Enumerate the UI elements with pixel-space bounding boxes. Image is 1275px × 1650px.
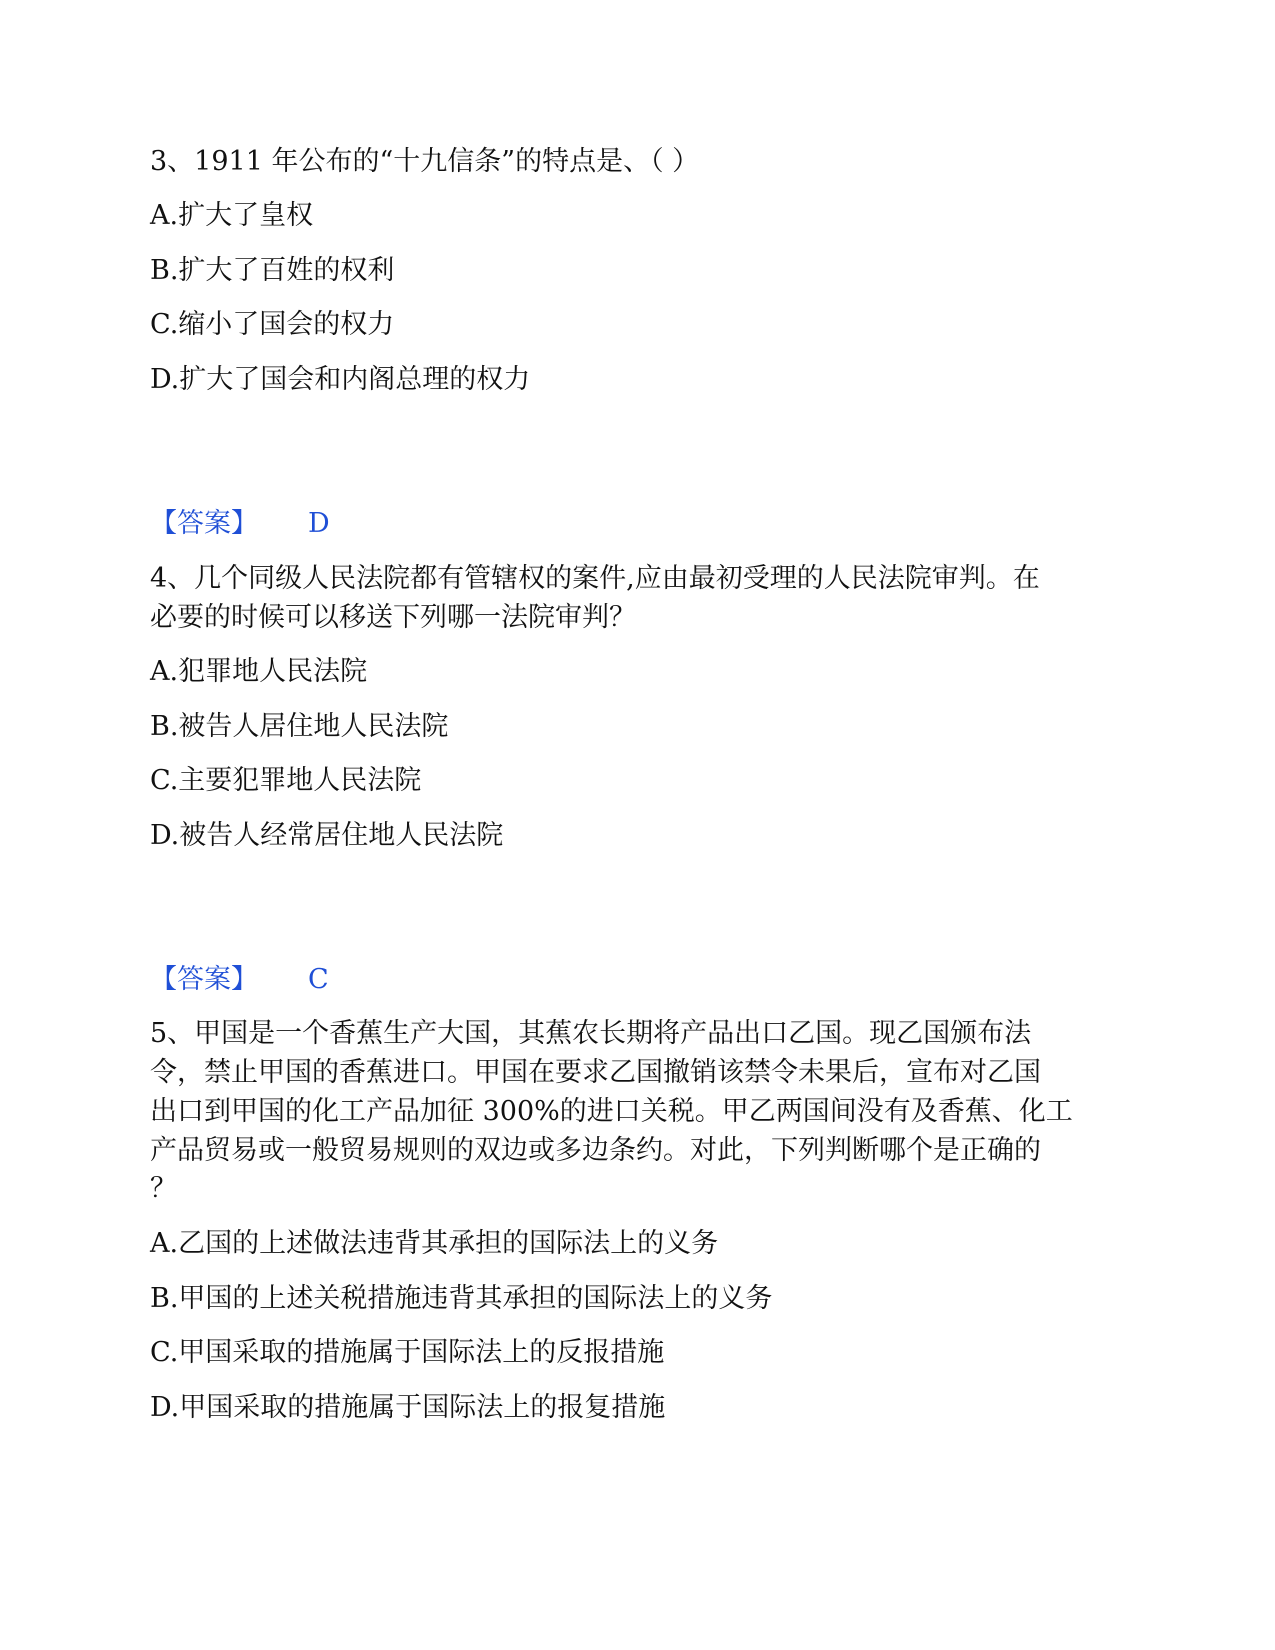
question-4-option-a: A.犯罪地人民法院 xyxy=(150,656,368,687)
answer-label: 【答案】 xyxy=(150,964,258,995)
answer-value: D xyxy=(308,508,330,539)
question-5-text-line-4: 产品贸易或一般贸易规则的双边或多边条约。对此，下列判断哪个是正确的 xyxy=(150,1135,1041,1166)
answer-value: C xyxy=(308,964,329,995)
question-5-text-line-2: 令，禁止甲国的香蕉进口。甲国在要求乙国撤销该禁令未果后，宣布对乙国 xyxy=(150,1057,1041,1088)
question-5-option-a: A.乙国的上述做法违背其承担的国际法上的义务 xyxy=(150,1228,719,1259)
question-3-option-a: A.扩大了皇权 xyxy=(150,200,314,231)
answer-label: 【答案】 xyxy=(150,508,258,539)
question-4-option-b: B.被告人居住地人民法院 xyxy=(150,711,449,742)
question-4-text-line-2: 必要的时候可以移送下列哪一法院审判？ xyxy=(150,602,636,633)
question-3-answer xyxy=(150,504,330,544)
question-5-option-c: C.甲国采取的措施属于国际法上的反报措施 xyxy=(150,1337,665,1368)
question-3-text: 3、1911 年公布的“十九信条”的特点是、（ ） xyxy=(150,146,700,177)
question-3-option-c: C.缩小了国会的权力 xyxy=(150,309,395,340)
question-3-option-b: B.扩大了百姓的权利 xyxy=(150,255,395,286)
question-4-answer xyxy=(150,960,329,1000)
question-3-option-d: D.扩大了国会和内阁总理的权力 xyxy=(150,364,531,395)
question-5-text-line-1: 5、甲国是一个香蕉生产大国，其蕉农长期将产品出口乙国。现乙国颁布法 xyxy=(150,1018,1032,1049)
question-4-text-line-1: 4、几个同级人民法院都有管辖权的案件,应由最初受理的人民法院审判。在 xyxy=(150,563,1040,594)
question-5-text-line-3: 出口到甲国的化工产品加征 300%的进口关税。甲乙两国间没有及香蕉、化工 xyxy=(150,1096,1073,1127)
question-5-option-d: D.甲国采取的措施属于国际法上的报复措施 xyxy=(150,1392,666,1423)
question-4-option-d: D.被告人经常居住地人民法院 xyxy=(150,820,504,851)
question-5-option-b: B.甲国的上述关税措施违背其承担的国际法上的义务 xyxy=(150,1283,773,1314)
question-5-text-line-5: ？ xyxy=(150,1173,177,1204)
question-4-option-c: C.主要犯罪地人民法院 xyxy=(150,765,422,796)
